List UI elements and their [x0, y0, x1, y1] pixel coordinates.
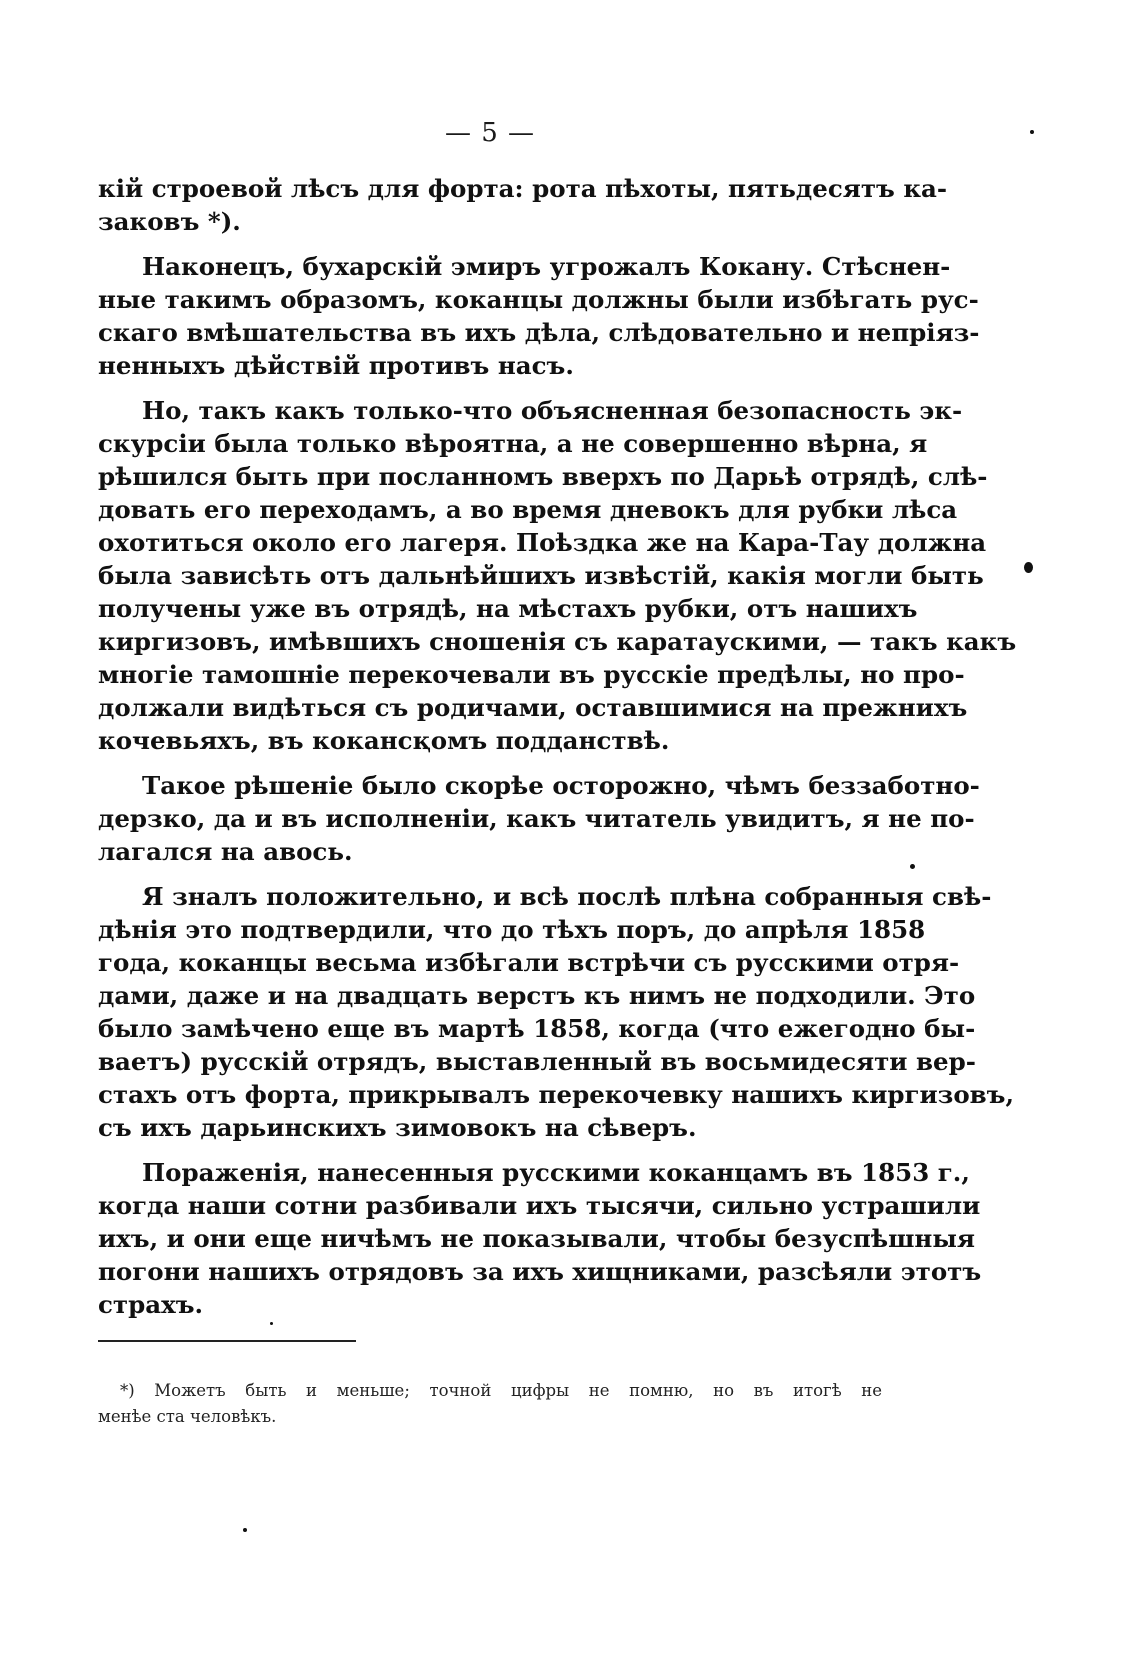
paragraph-4: [98, 769, 980, 868]
page-number: — 5 —: [444, 118, 536, 148]
footnote-line: *) Можетъ быть и меньше; точной цифры не помню, но въ итогѣ не: [120, 1381, 882, 1400]
paragraph-2: [98, 250, 980, 382]
paragraph-1: [98, 172, 948, 238]
text-line: страхъ.: [98, 1290, 204, 1319]
text-line: киргизовъ, имѣвшихъ сношенія съ каратаускими, — такъ какъ: [98, 627, 1017, 656]
paragraph-5: [98, 880, 1015, 1144]
text-line: было замѣчено еще въ мартѣ 1858, когда (что ежегодно бы-: [98, 1014, 976, 1043]
text-line: многіе тамошніе перекочевали въ русскіе предѣлы, но про-: [98, 660, 965, 689]
scan-speck: [910, 864, 915, 869]
scan-speck: [1030, 130, 1034, 134]
text-line: лагался на авось.: [98, 837, 353, 866]
text-line: заковъ *).: [98, 207, 241, 236]
text-line: ваетъ) русскій отрядъ, выставленный въ восьмидесяти вер-: [98, 1047, 976, 1076]
text-line: Я зналъ положительно, и всѣ послѣ плѣна собранныя свѣ-: [142, 882, 992, 911]
text-line: ненныхъ дѣйствій противъ насъ.: [98, 351, 574, 380]
footnote: [98, 1378, 882, 1430]
text-line: Пораженія, нанесенныя русскими коканцамъ въ 1853 г.,: [142, 1158, 970, 1187]
text-line: кій строевой лѣсъ для форта: рота пѣхоты, пятьдесятъ ка-: [98, 174, 948, 203]
text-line: ные такимъ образомъ, коканцы должны были избѣгать рус-: [98, 285, 979, 314]
paragraph-6: [98, 1156, 982, 1321]
text-line: кочевьяхъ, въ кокансқомъ подданствѣ.: [98, 726, 670, 755]
text-line: получены уже въ отрядѣ, на мѣстахъ рубки, отъ нашихъ: [98, 594, 918, 623]
text-line: Но, такъ какъ только-что объясненная безопасность эк-: [142, 396, 963, 425]
text-line: съ ихъ дарьинскихъ зимовокъ на сѣверъ.: [98, 1113, 697, 1142]
text-line: стахъ отъ форта, прикрывалъ перекочевку нашихъ киргизовъ,: [98, 1080, 1015, 1109]
text-line: скурсіи была только вѣроятна, а не совершенно вѣрна, я: [98, 429, 928, 458]
text-line: когда наши сотни разбивали ихъ тысячи, сильно устрашили: [98, 1191, 981, 1220]
text-line: ихъ, и они еще ничѣмъ не показывали, чтобы безуспѣшныя: [98, 1224, 976, 1253]
text-line: довать его переходамъ, а во время дневокъ для рубки лѣса: [98, 495, 958, 524]
text-line: Такое рѣшеніе было скорѣе осторожно, чѣмъ беззаботно-: [142, 771, 980, 800]
text-line: погони нашихъ отрядовъ за ихъ хищниками, разсѣяли этотъ: [98, 1257, 982, 1286]
main-text: [98, 172, 1017, 1333]
footnote-divider: [98, 1340, 356, 1342]
footnote-line: менѣе ста человѣкъ.: [98, 1407, 277, 1426]
text-line: скаго вмѣшательства въ ихъ дѣла, слѣдовательно и непріяз-: [98, 318, 980, 347]
text-line: дерзко, да и въ исполненіи, какъ читатель увидитъ, я не по-: [98, 804, 975, 833]
text-line: была зависѣть отъ дальнѣйшихъ извѣстій, какія могли быть: [98, 561, 984, 590]
text-line: года, коканцы весьма избѣгали встрѣчи съ русскими отря-: [98, 948, 960, 977]
text-line: должали видѣться съ родичами, оставшимися на прежнихъ: [98, 693, 968, 722]
text-line: охотиться около его лагеря. Поѣздка же на Кара-Тау должна: [98, 528, 987, 557]
text-line: Наконецъ, бухарскій эмиръ угрожалъ Кокану. Стѣснен-: [142, 252, 951, 281]
scan-speck: [1024, 562, 1033, 573]
scan-speck: [270, 1322, 273, 1325]
text-line: рѣшился быть при посланномъ вверхъ по Дарьѣ отрядѣ, слѣ-: [98, 462, 988, 491]
text-line: дами, даже и на двадцать верстъ къ нимъ не подходили. Это: [98, 981, 976, 1010]
paragraph-3: [98, 394, 1017, 757]
text-line: дѣнія это подтвердили, что до тѣхъ поръ, до апрѣля 1858: [98, 915, 926, 944]
scan-speck: [243, 1528, 247, 1532]
